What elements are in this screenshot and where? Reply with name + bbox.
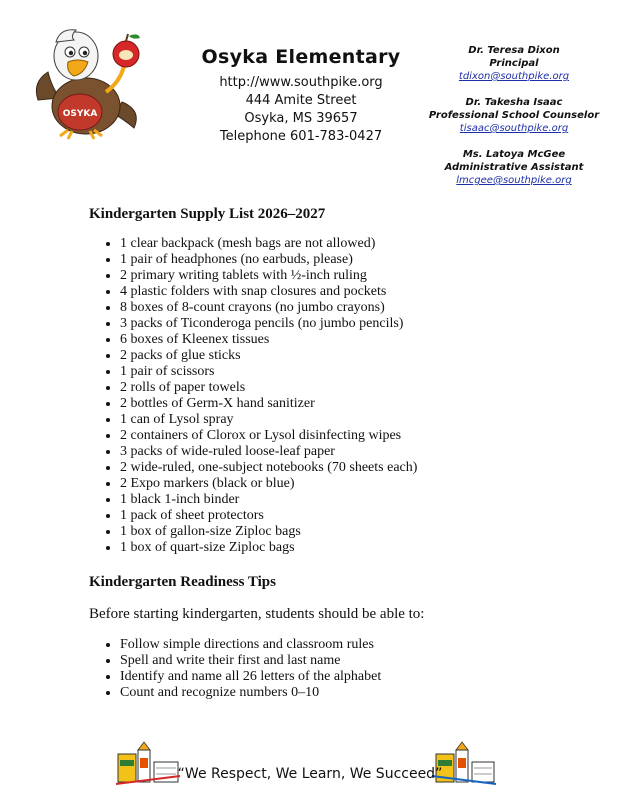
school-city-state-zip: Osyka, MS 39657: [244, 111, 358, 126]
readiness-heading: Kindergarten Readiness Tips: [89, 574, 276, 590]
list-item: • 4 plastic folders with snap closures and pockets: [120, 284, 417, 300]
list-item: • 1 pair of scissors: [120, 364, 417, 380]
list-item: • Spell and write their first and last name: [120, 653, 381, 669]
staff-role: Principal: [489, 58, 539, 69]
supply-list: [100, 236, 417, 556]
eagle-mascot-logo: [30, 22, 150, 140]
list-item: • 1 pack of sheet protectors: [120, 508, 417, 524]
school-motto: “We Respect, We Learn, We Succeed”: [177, 766, 443, 782]
staff-member: [420, 44, 608, 84]
list-item: • 1 pair of headphones (no earbuds, please): [120, 252, 417, 268]
list-item: • 2 wide-ruled, one-subject notebooks (70 sheets each): [120, 460, 417, 476]
readiness-intro: Before starting kindergarten, students should be able to:: [89, 606, 425, 622]
list-item: • 8 boxes of 8-count crayons (no jumbo crayons): [120, 300, 417, 316]
staff-contacts: [420, 44, 608, 200]
school-name: Osyka Elementary: [201, 46, 401, 68]
staff-email-link[interactable]: lmcgee@southpike.org: [456, 175, 572, 186]
school-telephone: Telephone 601-783-0427: [219, 129, 383, 144]
list-item: • 3 packs of Ticonderoga pencils (no jumbo pencils): [120, 316, 417, 332]
staff-email-link[interactable]: tisaac@southpike.org: [459, 123, 569, 134]
staff-name: Ms. Latoya McGee: [462, 149, 566, 160]
school-info: [176, 46, 426, 146]
school-website[interactable]: http://www.southpike.org: [219, 75, 383, 90]
supply-list-heading: Kindergarten Supply List 2026–2027: [89, 206, 326, 222]
staff-member: [420, 148, 608, 188]
school-street: 444 Amite Street: [245, 93, 357, 108]
staff-member: [420, 96, 608, 136]
staff-name: Dr. Teresa Dixon: [468, 45, 560, 56]
list-item: • 1 clear backpack (mesh bags are not allowed): [120, 236, 417, 252]
readiness-list: [100, 637, 381, 701]
list-item: • 2 primary writing tablets with ½-inch ruling: [120, 268, 417, 284]
list-item: • 2 bottles of Germ-X hand sanitizer: [120, 396, 417, 412]
list-item: • 1 can of Lysol spray: [120, 412, 417, 428]
list-item: • 2 rolls of paper towels: [120, 380, 417, 396]
list-item: • Identify and name all 26 letters of the alphabet: [120, 669, 381, 685]
list-item: • 2 Expo markers (black or blue): [120, 476, 417, 492]
staff-email-link[interactable]: tdixon@southpike.org: [458, 71, 570, 82]
list-item: • 1 black 1-inch binder: [120, 492, 417, 508]
list-item: • 1 box of quart-size Ziploc bags: [120, 540, 417, 556]
staff-role: Professional School Counselor: [428, 110, 600, 121]
list-item: • 1 box of gallon-size Ziploc bags: [120, 524, 417, 540]
staff-name: Dr. Takesha Isaac: [465, 97, 563, 108]
list-item: • 2 containers of Clorox or Lysol disinfecting wipes: [120, 428, 417, 444]
staff-role: Administrative Assistant: [444, 162, 584, 173]
list-item: • 2 packs of glue sticks: [120, 348, 417, 364]
list-item: • 3 packs of wide-ruled loose-leaf paper: [120, 444, 417, 460]
mascot-badge-text: OSYKA: [62, 109, 98, 119]
list-item: • Count and recognize numbers 0–10: [120, 685, 381, 701]
list-item: • 6 boxes of Kleenex tissues: [120, 332, 417, 348]
list-item: • Follow simple directions and classroom rules: [120, 637, 381, 653]
